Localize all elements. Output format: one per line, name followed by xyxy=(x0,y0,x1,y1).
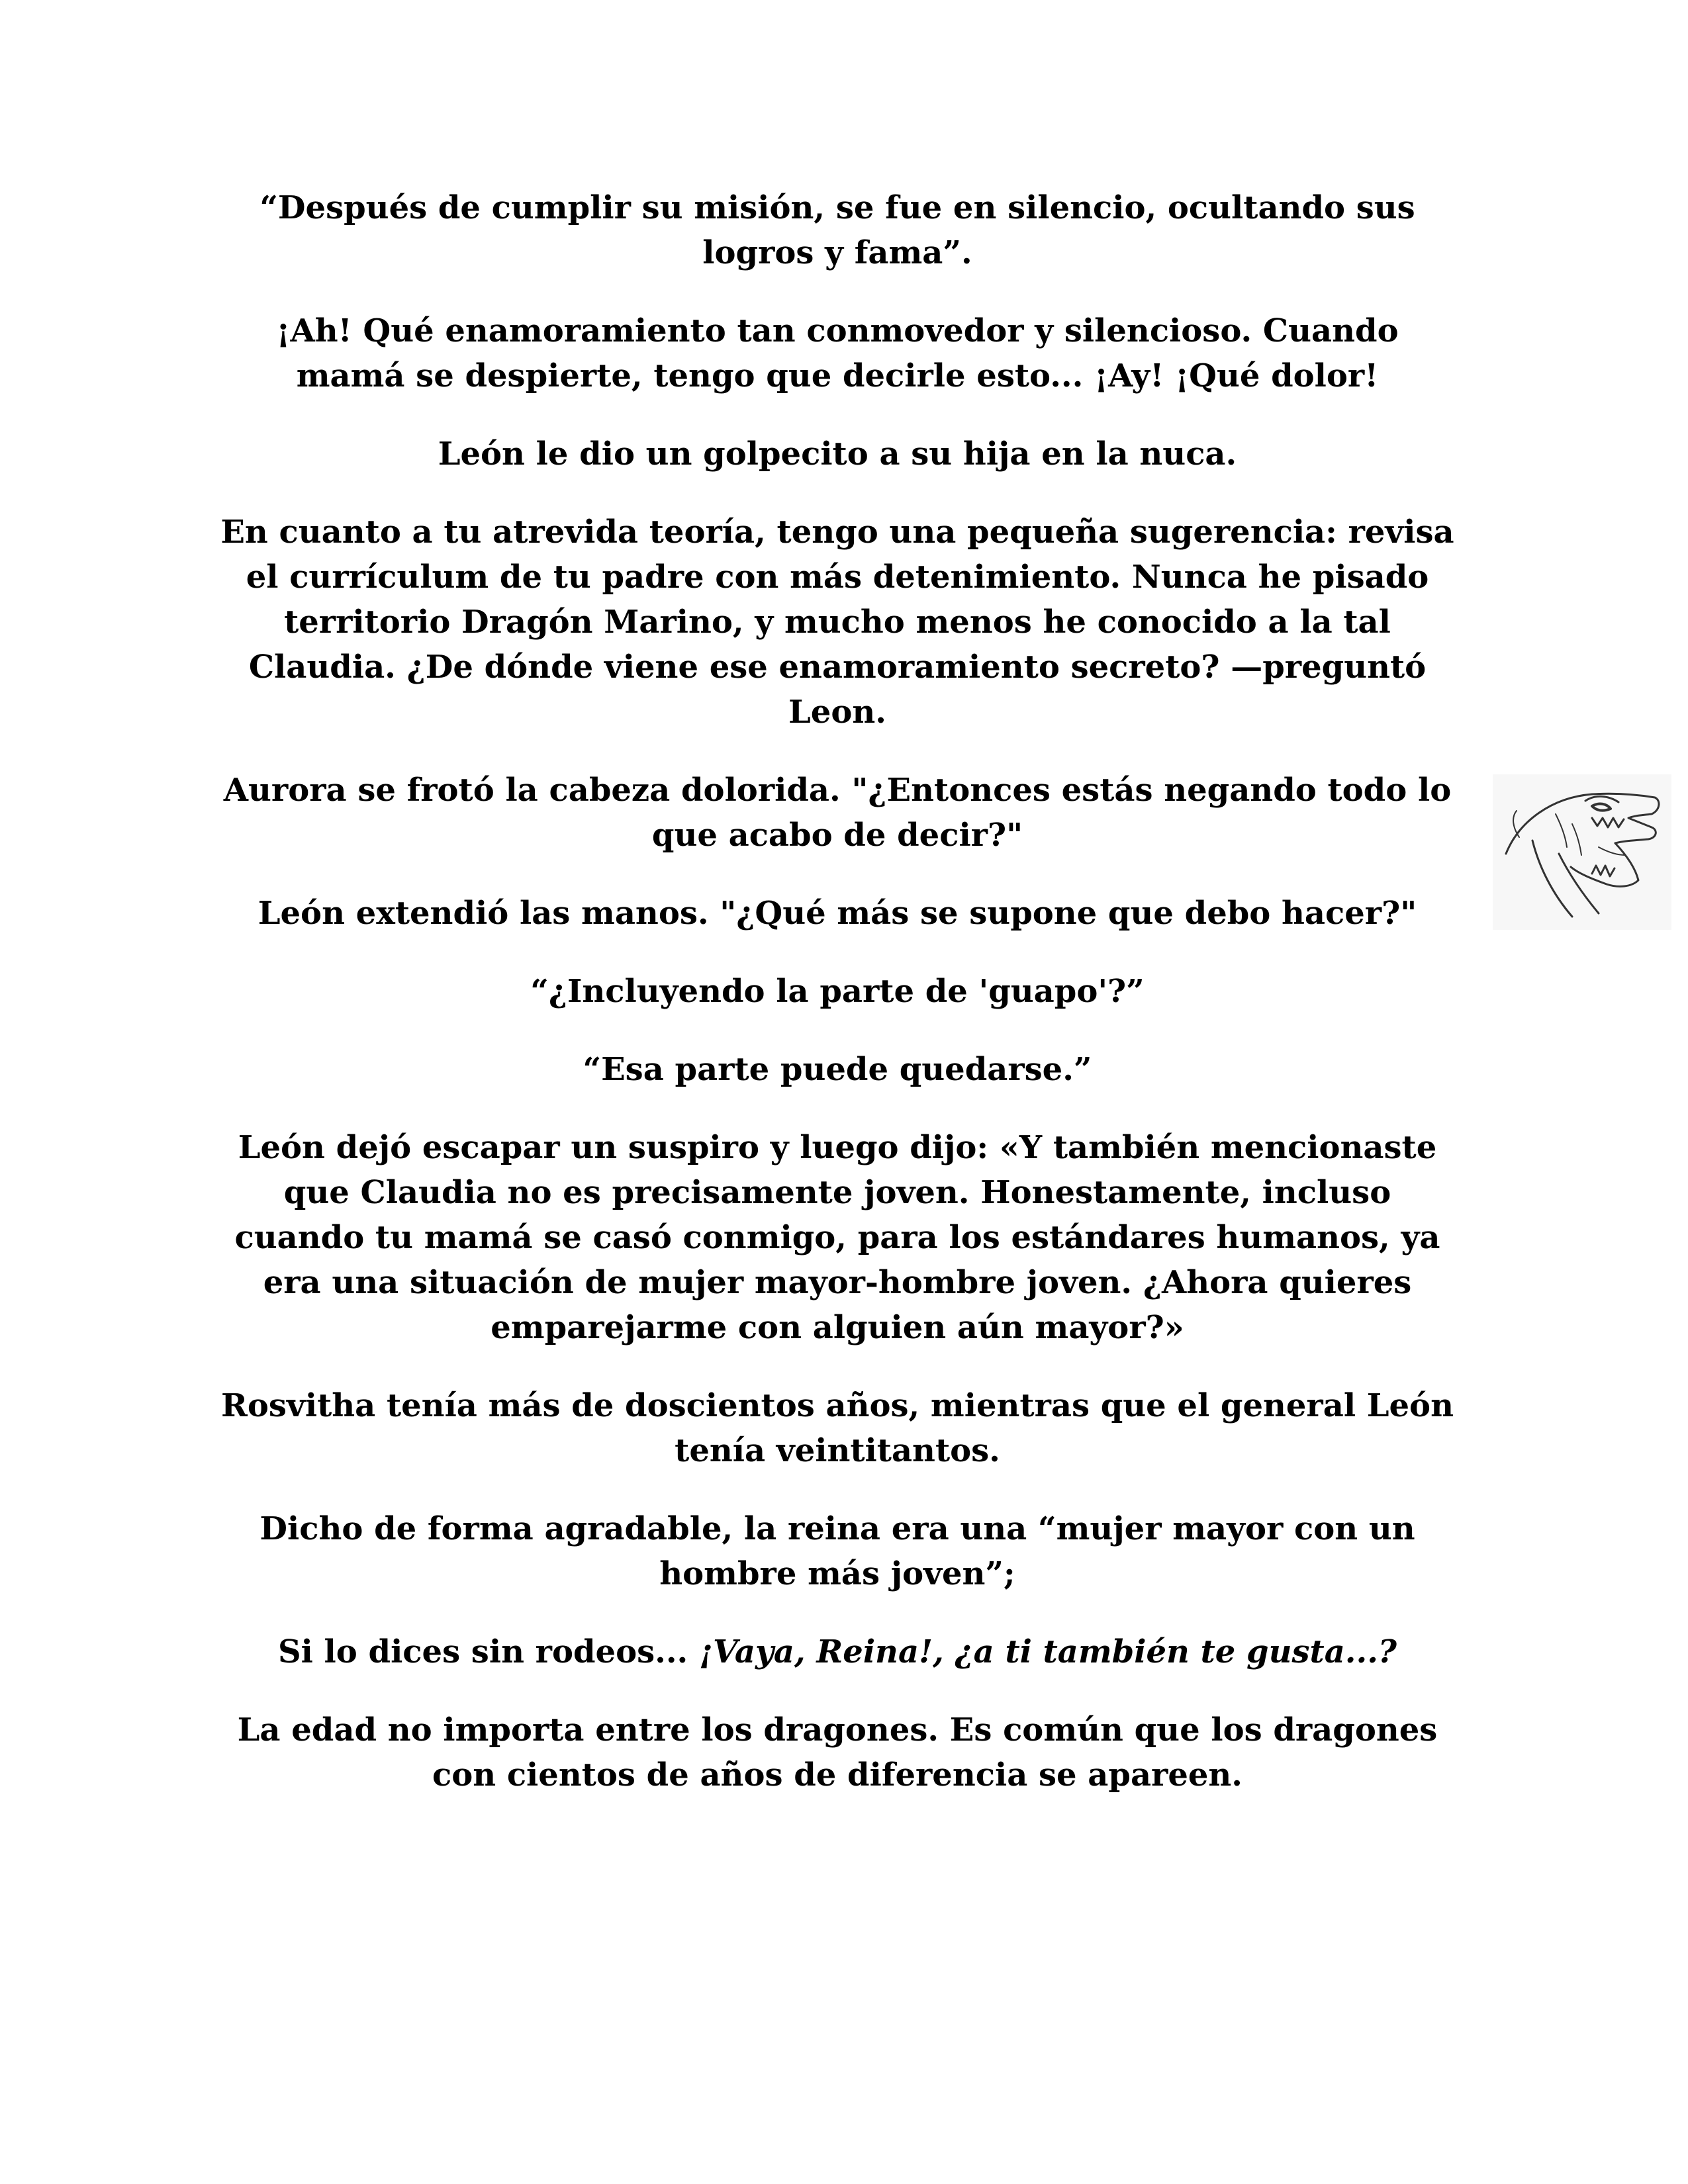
paragraph-8: “Esa parte puede quedarse.” xyxy=(583,1051,1092,1088)
paragraph-1: “Después de cumplir su misión, se fue en silencio, ocultando sus logros y fama”. xyxy=(259,189,1415,271)
paragraph-12-italic: ¡Vaya, Reina!, ¿a ti también te gusta...? xyxy=(698,1633,1397,1670)
paragraph-12 xyxy=(218,1629,1456,1674)
paragraph-5: Aurora se frotó la cabeza dolorida. "¿Entonces estás negando todo lo que acabo de decir?" xyxy=(223,772,1452,854)
dragon-head-sketch-icon xyxy=(1493,774,1671,930)
paragraph-13: La edad no importa entre los dragones. Es común que los dragones con cientos de años de diferencia se apareen. xyxy=(237,1711,1438,1794)
paragraph-9: León dejó escapar un suspiro y luego dijo: «Y también mencionaste que Claudia no es precisamente joven. Honestamente, incluso cuando tu mamá se casó conmigo, para los estándares humanos, ya era una situación de mujer mayor-hombre joven. ¿Ahora quieres emparejarme con alguien aún mayor?» xyxy=(234,1129,1440,1346)
paragraph-4: En cuanto a tu atrevida teoría, tengo una pequeña sugerencia: revisa el currículum de tu padre con más detenimiento. Nunca he pisado territorio Dragón Marino, y mucho menos he conocido a la tal Claudia. ¿De dónde viene ese enamoramiento secreto? —preguntó Leon. xyxy=(220,514,1454,731)
paragraph-12-plain: Si lo dices sin rodeos... xyxy=(277,1633,699,1670)
paragraph-3: León le dio un golpecito a su hija en la nuca. xyxy=(438,435,1237,473)
paragraph-2: ¡Ah! Qué enamoramiento tan conmovedor y silencioso. Cuando mamá se despierte, tengo que decirle esto... ¡Ay! ¡Qué dolor! xyxy=(276,312,1399,394)
paragraph-7: “¿Incluyendo la parte de 'guapo'?” xyxy=(530,973,1145,1010)
paragraph-6: León extendió las manos. "¿Qué más se supone que debo hacer?" xyxy=(258,895,1417,932)
document-body xyxy=(218,185,1456,1831)
paragraph-10: Rosvitha tenía más de doscientos años, mientras que el general León tenía veintitantos. xyxy=(221,1387,1454,1469)
paragraph-11: Dicho de forma agradable, la reina era una “mujer mayor con un hombre más joven”; xyxy=(259,1510,1415,1592)
